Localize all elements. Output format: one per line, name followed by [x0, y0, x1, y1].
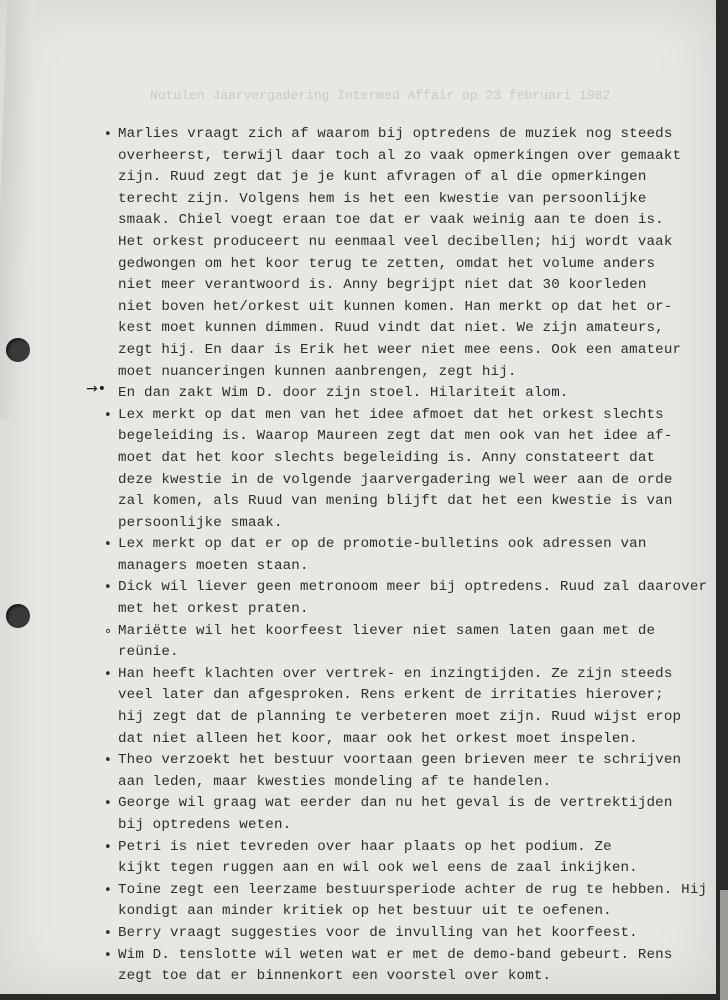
text-line: veel later dan afgesproken. Rens erkent de irritaties hierover;	[118, 687, 664, 704]
text-line: moet dat het koor slechts begeleiding is. Anny constateert dat	[118, 449, 656, 466]
bullet-icon: •	[104, 580, 112, 596]
minutes-item	[104, 124, 704, 383]
text-line: Lex merkt op dat er op de promotie-bulletins ook adressen van	[118, 536, 647, 553]
bullet-icon: •	[104, 947, 112, 963]
bullet-icon: •	[104, 127, 112, 142]
text-line: met het orkest praten.	[118, 601, 309, 618]
bullet-icon: •	[104, 925, 112, 941]
text-line: managers moeten staan.	[118, 557, 309, 574]
minutes-item	[104, 923, 704, 945]
text-line: Het orkest produceert nu eenmaal veel decibellen; hij wordt vaak	[118, 233, 673, 250]
bullet-icon: •	[104, 882, 112, 898]
text-line: zijn. Ruud zegt dat je je kunt afvragen of al die opmerkingen	[118, 169, 647, 186]
minutes-item	[104, 405, 704, 535]
margin-arrow-mark: →•	[86, 381, 106, 397]
text-line: niet meer verantwoord is. Anny begrijpt niet dat 30 koorleden	[118, 277, 647, 294]
text-line: persoonlijke smaak.	[118, 514, 283, 531]
minutes-item	[104, 534, 704, 577]
text-line: Dick wil liever geen metronoom meer bij optredens. Ruud zal daarover	[118, 579, 708, 596]
bullet-icon: •	[104, 839, 112, 855]
text-line: terecht zijn. Volgens hem is het een kwestie van persoonlijke	[118, 190, 647, 207]
minutes-item	[104, 664, 704, 750]
minutes-item	[104, 880, 708, 923]
bullet-icon: •	[104, 666, 112, 682]
text-line: bij optredens weten.	[118, 817, 292, 833]
text-line: Mariëtte wil het koorfeest liever niet samen laten gaan met de	[118, 622, 656, 639]
text-line: aan leden, maar kwesties mondeling af te handelen.	[118, 773, 552, 790]
text-line: Berry vraagt suggesties voor de invulling van het koorfeest.	[118, 924, 638, 941]
minutes-item	[104, 750, 704, 793]
text-line: niet boven het/orkest uit kunnen komen. Han merkt op dat het or-	[118, 298, 673, 315]
minutes-item	[104, 383, 704, 405]
text-line: zegt hij. En daar is Erik het weer niet mee eens. Ook een amateur	[118, 341, 682, 358]
minutes-item	[104, 577, 708, 620]
text-line: deze kwestie in de volgende jaarvergadering wel weer aan de orde	[118, 471, 673, 488]
text-line: Petri is niet tevreden over haar plaats op het podium. Ze	[118, 838, 612, 855]
minutes-item	[104, 837, 704, 880]
bullet-icon: •	[104, 753, 112, 769]
text-line: Lex merkt op dat men van het idee afmoet dat het orkest slechts	[118, 406, 664, 423]
text-line: gedwongen om het koor terug te zetten, omdat het volume anders	[118, 255, 656, 272]
text-line: overheerst, terwijl daar toch al zo vaak opmerkingen over gemaakt	[118, 147, 682, 164]
text-line: Toine zegt een leerzame bestuursperiode achter de rug te hebben. Hij	[118, 881, 708, 898]
text-line: Theo verzoekt het bestuur voortaan geen brieven meer te schrijven	[118, 752, 682, 769]
minutes-body	[104, 124, 708, 988]
punch-hole-bottom	[6, 604, 30, 628]
text-line: kest moet kunnen dimmen. Ruud vindt dat niet. We zijn amateurs,	[118, 320, 664, 337]
text-line: smaak. Chiel voegt eraan toe dat er vaak weinig aan te doen is.	[118, 212, 664, 229]
scan-edge	[720, 890, 728, 1000]
text-line: dat niet alleen het koor, maar ook het orkest moet inspelen.	[118, 730, 638, 747]
text-line: begeleiding is. Waarop Maureen zegt dat men ook van het idee af-	[118, 428, 673, 445]
text-line: Marlies vraagt zich af waarom bij optredens de muziek nog steeds	[118, 126, 673, 142]
punch-hole-top	[6, 338, 30, 362]
text-line: zal komen, als Ruud van mening blijft dat het een kwestie is van	[118, 493, 673, 510]
text-line: zegt toe dat er binnenkort een voorstel over komt.	[118, 968, 552, 985]
minutes-item	[104, 945, 704, 988]
text-line: reünie.	[118, 644, 179, 661]
faded-heading: Notulen Jaarvergadering Intermed Affair op 23 februari 1982	[150, 88, 611, 103]
bullet-icon: ∘	[104, 623, 113, 639]
bullet-icon: •	[104, 537, 112, 553]
minutes-item	[104, 621, 704, 664]
text-line: En dan zakt Wim D. door zijn stoel. Hilariteit alom.	[118, 385, 569, 402]
text-line: Wim D. tenslotte wil weten wat er met de demo-band gebeurt. Rens	[118, 946, 673, 963]
text-line: kondigt aan minder kritiek op het bestuur uit te oefenen.	[118, 903, 612, 920]
text-line: moet nuanceringen kunnen aanbrengen, zegt hij.	[118, 363, 517, 380]
bullet-icon: •	[104, 407, 112, 423]
text-line: kijkt tegen ruggen aan en wil ook wel eens de zaal inkijken.	[118, 860, 638, 877]
text-line: George wil graag wat eerder dan nu het geval is de vertrektijden	[118, 795, 673, 812]
text-line: hij zegt dat de planning te verbeteren moet zijn. Ruud wijst erop	[118, 709, 682, 726]
text-line: Han heeft klachten over vertrek- en inzingtijden. Ze zijn steeds	[118, 665, 673, 682]
minutes-item	[104, 793, 704, 836]
bullet-icon: •	[104, 796, 112, 812]
